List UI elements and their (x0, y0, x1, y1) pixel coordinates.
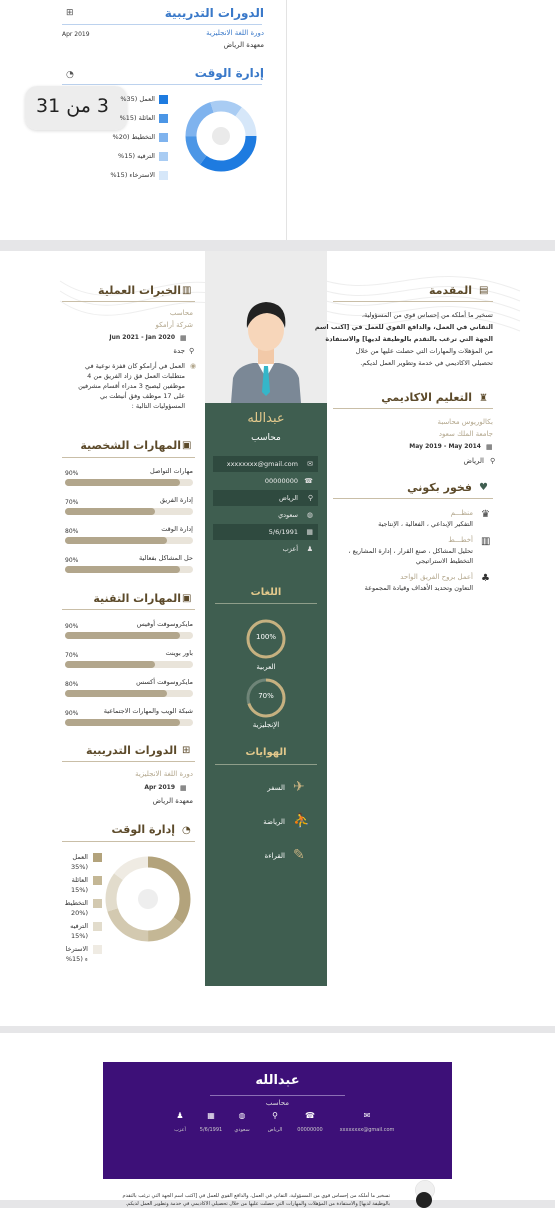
role: محاسب (265, 1099, 290, 1107)
brain-icon: ◔ (182, 825, 191, 836)
skill-bar-track (65, 508, 193, 515)
legend-label: العمل (72, 853, 88, 861)
proud-title-line (333, 498, 493, 499)
email-icon: ✉ (307, 460, 313, 468)
legend-swatch (159, 95, 168, 104)
technical-skills-title: المهارات التقنية (93, 592, 181, 605)
role: محاسب (251, 433, 281, 443)
proud-item-title: منظـــم (450, 509, 473, 517)
resume-page-1 (0, 0, 555, 240)
contact-row (213, 541, 318, 557)
contact-value: الرياض (267, 1127, 283, 1133)
courses-title-line (62, 24, 262, 25)
legend-label: التخطيط (64, 899, 88, 907)
intro-title: المقدمة (428, 284, 472, 297)
skill-name: مهارات التواصل (150, 467, 193, 475)
time-title: إدارة الوقت (111, 823, 175, 836)
course-place: معهدة الرياض (223, 41, 264, 49)
page-counter: 3 من 31 (36, 95, 110, 117)
skill-bar-track (65, 479, 193, 486)
chart-icon: ▣ (182, 593, 192, 604)
education-university: جامعة الملك سعود (438, 430, 493, 438)
course-name: دورة اللغة الانجليزية (135, 770, 193, 778)
legend-swatch (93, 922, 102, 931)
time-donut-chart (102, 853, 194, 945)
legend-swatch (93, 945, 102, 954)
page1-divider (286, 0, 287, 240)
description-line: المسؤوليات التالية : (131, 402, 185, 410)
skill-percent: 90% (65, 710, 79, 717)
contact-value: xxxxxxxx@gmail.com (226, 460, 298, 468)
legend-percent: (15% (71, 932, 88, 940)
course-date: Apr 2019 (62, 31, 90, 38)
hobbies-title: الهوايات (245, 747, 287, 758)
skill-name: حل المشاكل بفعالية (138, 554, 193, 562)
location-icon: ⚲ (272, 1111, 278, 1120)
name-underline (210, 1095, 345, 1096)
skill-bar-fill (65, 479, 180, 486)
skill-percent: 80% (65, 528, 79, 535)
legend-label: العمل (35% (120, 95, 155, 103)
person-icon: ♟ (306, 545, 313, 553)
calendar-icon: ▦ (486, 443, 493, 451)
contact-value: 00000000 (264, 477, 298, 485)
skill-name: إدارة الوقت (161, 525, 193, 533)
education-title: التعليم الاكاديمي (381, 391, 472, 404)
name: عبدالله (255, 1073, 300, 1088)
books-icon: ▥ (481, 536, 491, 547)
education-city: الرياض (463, 457, 484, 465)
avatar (223, 296, 309, 403)
language-english-name: الإنجليزية (252, 721, 280, 729)
intro-line-1: تسخير ما أملكه من إحساس قوي من المسؤولية، التفاني في العمل، والدافع القوي للعمل في [اكتب اسم الجهة التي ترغب بالتقدم (122, 1193, 390, 1199)
skill-bar-fill (65, 508, 155, 515)
education-title-line (333, 408, 493, 409)
contact-value: 5/6/1991 (199, 1127, 223, 1133)
contact-value: الرياض (278, 494, 298, 502)
time-title: إدارة الوقت (194, 66, 264, 80)
intro-text (90, 1192, 390, 1208)
intro-line: التفاني في العمل، والدافع القوي للعمل في [اكتب اسم (314, 323, 493, 331)
phone-icon: ☎ (304, 477, 313, 485)
bullet-icon: ◉ (190, 362, 197, 370)
contact-value: 00000000 (297, 1127, 323, 1133)
skill-name: إدارة الفريق (159, 496, 193, 504)
skill-percent: 90% (65, 470, 79, 477)
experience-title-line (62, 301, 195, 302)
skill-bar-track (65, 661, 193, 668)
intro-line: تحصيلي الاكاديمي في خدمة وتطوير العمل لديكم. (360, 359, 493, 367)
legend-swatch (93, 853, 102, 862)
globe-icon: ◍ (306, 511, 313, 519)
contact-value: xxxxxxxx@gmail.com (339, 1127, 395, 1133)
course-name: دورة اللغة الانجليزية (206, 29, 264, 37)
course-date: Apr 2019 (144, 784, 175, 791)
contact-row (213, 507, 318, 523)
hobby-label: القراءة (264, 852, 285, 860)
language-english-percent: 70% (258, 692, 274, 700)
skill-bar-fill (65, 719, 180, 726)
resume-page-2 (0, 251, 555, 1026)
airplane-icon: ✈ (293, 779, 305, 795)
skill-percent: 80% (65, 681, 79, 688)
hobbies-title-line (215, 764, 317, 765)
location-icon: ⚲ (189, 347, 195, 355)
skill-bar-track (65, 719, 193, 726)
courses-title: الدورات التدريبية (164, 6, 264, 20)
legend-percent: (35% (71, 863, 88, 871)
legend-swatch (159, 152, 168, 161)
experience-company: شركة أرامكو (155, 321, 193, 329)
skill-bar-track (65, 566, 193, 573)
description-line: العمل في أرامكو كان قفزة نوعية في (85, 362, 185, 370)
graduation-cap-icon: ♜ (479, 393, 488, 404)
hobby-label: السفر (267, 784, 285, 792)
skill-name: مايكروسوفت أوفيس (136, 620, 193, 628)
email-icon: ✉ (363, 1111, 371, 1120)
skill-bar-fill (65, 690, 167, 697)
location-icon: ⚲ (490, 457, 496, 465)
calendar-icon: ▦ (180, 334, 187, 342)
trophy-icon: ♛ (481, 509, 490, 520)
legend-swatch (159, 133, 168, 142)
legend-percent: (20% (71, 909, 88, 917)
proud-title: فخور بكوني (407, 481, 472, 494)
legend-swatch (159, 171, 168, 180)
time-donut-chart (183, 94, 259, 178)
brain-icon: ◔ (66, 70, 74, 80)
legend-swatch (159, 114, 168, 123)
personal-skills-title: المهارات الشخصية (80, 439, 181, 452)
contact-value: سعودي (234, 1127, 250, 1133)
contact-row (213, 473, 318, 489)
education-degree: بكالوريوس محاسبة (437, 418, 493, 426)
courses-title: الدورات التدريبية (86, 744, 177, 757)
team-icon: ♣ (481, 573, 490, 584)
experience-title: الخبرات العملية (98, 284, 181, 297)
intro-title-line (333, 301, 493, 302)
skill-bar-fill (65, 661, 155, 668)
language-arabic-name: العربية (256, 663, 276, 671)
windows-icon: ⊞ (182, 745, 191, 756)
languages-title-line (215, 603, 317, 604)
time-title-line (62, 84, 262, 85)
experience-period: Jun 2021 - Jan 2020 (109, 334, 175, 341)
name: عبدالله (247, 411, 285, 426)
skill-percent: 70% (65, 652, 79, 659)
hobby-label: الرياضة (263, 818, 285, 826)
heart-icon: ♥ (479, 482, 488, 493)
contact-row (213, 456, 318, 472)
skill-bar-fill (65, 537, 167, 544)
legend-percent: ء (15% (65, 955, 88, 963)
calendar-icon: ▦ (180, 784, 187, 792)
chart-icon: ▣ (182, 440, 192, 451)
skill-percent: 70% (65, 499, 79, 506)
experience-city: جدة (173, 347, 185, 355)
skill-bar-track (65, 632, 193, 639)
building-icon: ▥ (182, 285, 192, 296)
intro-line-2: بالوظيفة لديها] والاستفادة من المؤهلات والمهارات التي حصلت عليها من خلال تحصيلي الاكاديمي في خدمة وتطوير العمل لديكم. (125, 1201, 390, 1207)
contact-row (213, 490, 318, 506)
intro-line: من المؤهلات والمهارات التي حصلت عليها من خلال (355, 347, 493, 355)
windows-icon: ⊞ (66, 8, 74, 18)
proud-item-title: أعمل بروح الفريق الواحد (400, 573, 473, 581)
intro-line: الجهة التي ترغب بالتقدم بالوظيفة لديها] والاستفادة (325, 335, 493, 343)
calendar-icon: ▦ (306, 528, 313, 536)
legend-label: الاسترخا (65, 945, 88, 953)
language-arabic-percent: 100% (255, 633, 276, 641)
contact-value: أعزب (174, 1127, 186, 1133)
education-period: May 2019 - May 2014 (409, 443, 481, 450)
course-place: معهدة الرياض (152, 797, 193, 805)
phone-icon: ☎ (305, 1111, 315, 1120)
proud-item-desc: التخطيط الاستراتيجي (415, 557, 473, 565)
skill-percent: 90% (65, 557, 79, 564)
document-icon: ▤ (479, 285, 489, 296)
skill-bar-fill (65, 566, 180, 573)
globe-icon: ◍ (238, 1111, 246, 1120)
legend-label: الاسترخاء (15% (110, 171, 155, 179)
technical-skills-title-line (62, 609, 195, 610)
legend-label: العائلة (15% (119, 114, 155, 122)
legend-label: العائلة (71, 876, 88, 884)
skill-bar-fill (65, 632, 180, 639)
skill-bar-track (65, 690, 193, 697)
contact-row (213, 524, 318, 540)
time-title-line (62, 841, 195, 842)
avatar-face (408, 1191, 440, 1200)
description-line: موظفين ليصبح 3 مدراء أقسام مشرفين (78, 382, 185, 390)
skill-name: باور بوينت (165, 649, 193, 657)
experience-role: محاسب (169, 309, 193, 317)
proud-item-desc: تحليل المشاكل ، صنع القرار ، إدارة المشاريع ، (348, 547, 473, 555)
personal-skills-title-line (62, 457, 195, 458)
runner-icon: ⛹ (293, 813, 311, 829)
languages-title: اللغات (250, 587, 282, 598)
reading-icon: ✎ (293, 847, 305, 863)
skill-name: مايكروسوفت أكسس (136, 678, 193, 686)
contact-value: 5/6/1991 (268, 528, 298, 536)
skill-name: شبكة الويب والمهارات الاجتماعية (103, 707, 193, 715)
person-icon: ♟ (176, 1111, 184, 1120)
description-line: متطلبات العمل فق زاد الفريق من 4 (87, 372, 185, 380)
legend-label: الترفيه (15% (118, 152, 155, 160)
courses-title-line (62, 761, 195, 762)
contact-value: سعودي (278, 511, 298, 519)
legend-swatch (93, 876, 102, 885)
legend-label: الترفيه (70, 922, 88, 930)
contact-value: أعزب (282, 545, 298, 553)
legend-label: التخطيط (20% (112, 133, 155, 141)
proud-item-desc: التفكير الإبداعي ، الفعالية ، الإنتاجية (378, 520, 473, 528)
calendar-icon: ▦ (207, 1111, 215, 1120)
proud-item-title: أخطـــط (448, 536, 473, 544)
proud-item-desc: التعاون وتحديد الأهداف وقيادة المجموعة (364, 584, 473, 592)
location-icon: ⚲ (307, 494, 313, 502)
skill-bar-track (65, 537, 193, 544)
intro-line: تسخير ما أملكه من إحساس قوي من المسؤولية، (361, 311, 493, 319)
legend-swatch (93, 899, 102, 908)
resume-page-3 (0, 1033, 555, 1207)
skill-percent: 90% (65, 623, 79, 630)
description-line: على 17 موظف وفق أنيطت بي (100, 392, 185, 400)
legend-percent: (15% (71, 886, 88, 894)
